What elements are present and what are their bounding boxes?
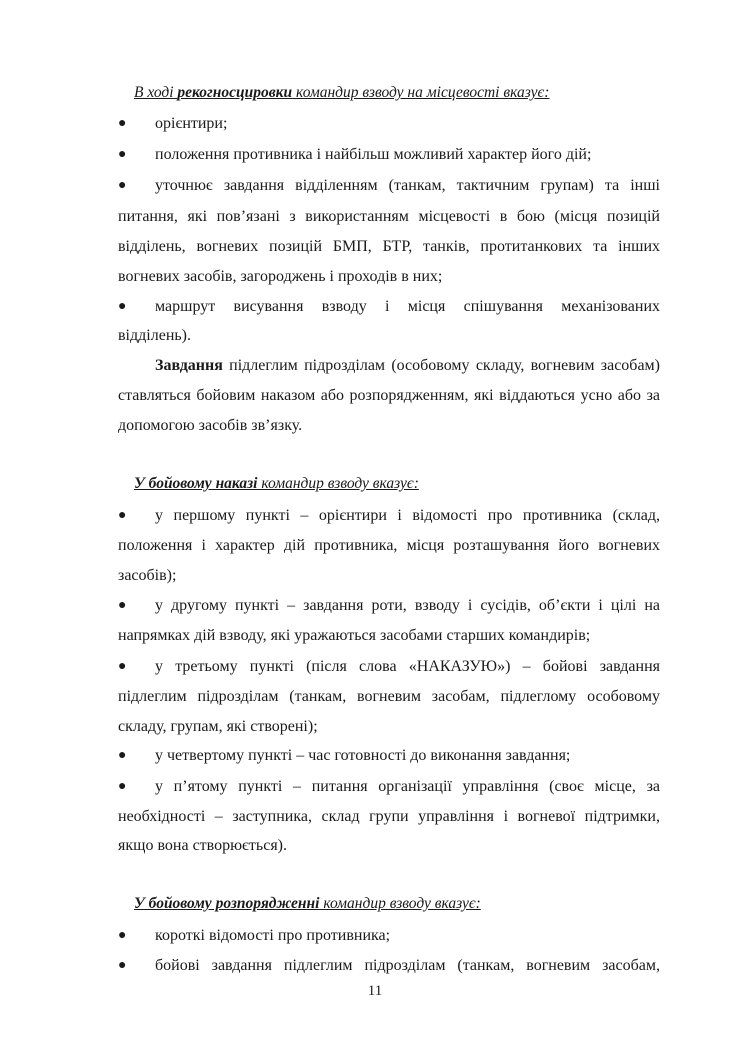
list-item-continuation: необхідності – заступника, склад групи управління і вогневої підтримки, [118,808,660,825]
paragraph-text: підлеглим підрозділам (особовому складу, вогневим засобам) [222,357,660,374]
paragraph-bold-term: Завдання [155,357,223,374]
list-item-continuation: питання, які пов’язані з використанням місцевості в бою (місця позицій [118,208,660,225]
section-heading-combat-order [134,475,419,493]
heading-text: командир взводу вказує: [257,475,419,492]
list-item: у першому пункті – орієнтири і відомості про противника (склад, [155,507,660,524]
heading-text: В ході [134,84,178,101]
list-item-continuation: засобів); [118,567,177,584]
bullet-icon: ● [118,748,127,763]
list-item: орієнтири; [155,115,228,132]
bullet-icon: ● [118,598,127,613]
heading-text: командир взводу на місцевості вказує: [292,84,550,101]
list-item-continuation: напрямках дій взводу, які уражаються засобами старших командирів; [118,627,591,644]
page-number: 11 [367,983,383,999]
section-heading-combat-directive [134,895,481,913]
bullet-icon: ● [118,928,127,943]
list-item-continuation: складу, групам, які створені); [118,718,318,735]
paragraph-line: ставляться бойовим наказом або розпорядженням, які віддаються усно або за [118,387,660,404]
bullet-icon: ● [118,779,127,794]
bullet-icon: ● [118,958,127,973]
bullet-icon: ● [118,116,127,131]
list-item: у третьому пункті (після слова «НАКАЗУЮ») – бойові завдання [155,658,660,675]
list-item: уточнює завдання відділенням (танкам, тактичним групам) та інші [155,177,660,194]
bullet-icon: ● [118,659,127,674]
list-item-continuation: положення і характер дій противника, місця розташування його вогневих [118,537,660,554]
heading-text: командир взводу вказує: [319,895,481,912]
list-item-continuation: підлеглим підрозділам (танкам, вогневим засобам, підлеглому особовому [118,688,660,705]
list-item: бойові завдання підлеглим підрозділам (танкам, вогневим засобам, [155,957,660,974]
heading-bold-term: У бойовому наказі [134,475,258,492]
list-item: короткі відомості про противника; [155,927,391,944]
list-item: у другому пункті – завдання роти, взводу і сусідів, об’єкти і цілі на [155,597,660,614]
heading-bold-term: У бойовому розпорядженні [134,895,320,912]
list-item-continuation: якщо вона створюється). [118,837,287,854]
paragraph-line: допомогою засобів зв’язку. [118,417,303,434]
list-item: у п’ятому пункті – питання організації управління (своє місце, за [155,778,660,795]
list-item-continuation: відділень). [118,327,191,344]
list-item: у четвертому пункті – час готовності до виконання завдання; [155,747,571,764]
list-item-continuation: відділень, вогневих позицій БМП, БТР, танків, протитанкових та інших [118,238,660,255]
bullet-icon: ● [118,147,127,162]
heading-bold-term: рекогносцировки [177,84,293,101]
list-item-continuation: вогневих засобів, загороджень і проходів в них; [118,268,443,285]
bullet-icon: ● [118,178,127,193]
bullet-icon: ● [118,299,127,314]
paragraph-line [155,356,660,376]
bullet-icon: ● [118,508,127,523]
list-item: маршрут висування взводу і місця спішування механізованих [155,298,660,315]
list-item: положення противника і найбільш можливий характер його дій; [155,146,592,163]
section-heading-reconnaissance [134,84,549,102]
